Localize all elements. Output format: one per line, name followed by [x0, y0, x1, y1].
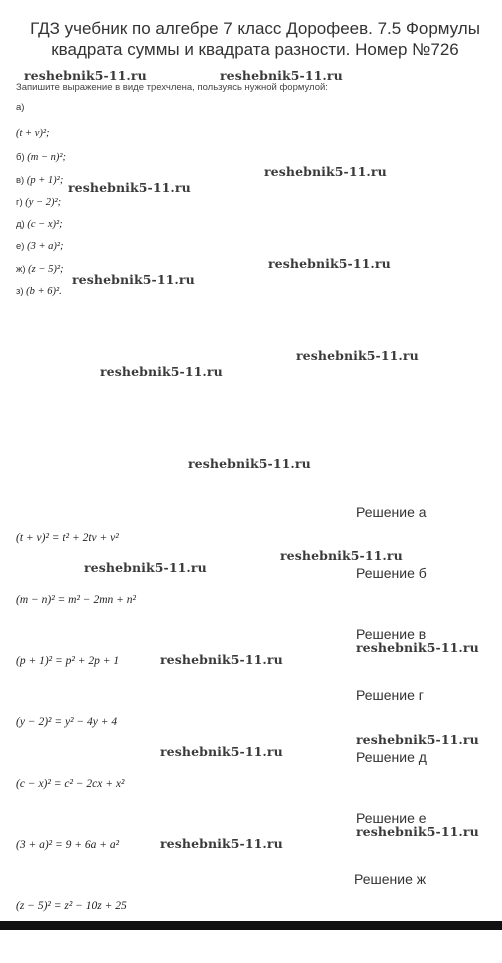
- page-title: ГДЗ учебник по алгебре 7 класс Дорофеев. 7.5 Формулы квадрата суммы и квадрата разности. Номер №726: [30, 19, 480, 59]
- watermark: reshebnik5-11.ru: [160, 836, 283, 851]
- watermark: reshebnik5-11.ru: [296, 348, 419, 363]
- solution-equation-e: (3 + a)² = 9 + 6a + a²: [16, 839, 120, 851]
- watermark: reshebnik5-11.ru: [160, 652, 283, 667]
- solution-equation-d: (c − x)² = c² − 2cx + x²: [16, 778, 125, 790]
- watermark: reshebnik5-11.ru: [100, 364, 223, 379]
- watermark: reshebnik5-11.ru: [356, 640, 479, 655]
- watermark: reshebnik5-11.ru: [356, 824, 479, 839]
- watermark: reshebnik5-11.ru: [188, 456, 311, 471]
- solution-heading-d: Решение д: [356, 749, 427, 765]
- task-item-v: в) (p + 1)²;: [16, 175, 64, 186]
- task-item-g: г) (y − 2)²;: [16, 197, 62, 208]
- watermark: reshebnik5-11.ru: [264, 164, 387, 179]
- task-item-e: е) (3 + a)²;: [16, 241, 64, 252]
- watermark: reshebnik5-11.ru: [220, 68, 343, 83]
- watermark: reshebnik5-11.ru: [72, 272, 195, 287]
- task-item-z: з) (b + 6)².: [16, 286, 62, 297]
- solution-heading-g: Решение г: [356, 687, 424, 703]
- solution-heading-zh: Решение ж: [354, 871, 427, 887]
- task-instruction: Запишите выражение в виде трехчлена, пользуясь нужной формулой:: [16, 82, 328, 93]
- solution-equation-v: (p + 1)² = p² + 2p + 1: [16, 655, 120, 667]
- watermark: reshebnik5-11.ru: [356, 732, 479, 747]
- task-item-a-label: а): [16, 102, 25, 113]
- task-item-zh: ж) (z − 5)²;: [16, 264, 64, 275]
- task-item-d: д) (c − x)²;: [16, 219, 63, 230]
- watermark: reshebnik5-11.ru: [84, 560, 207, 575]
- solution-heading-e: Решение е: [356, 810, 427, 826]
- footer-bar: [0, 921, 502, 930]
- watermark: reshebnik5-11.ru: [280, 548, 403, 563]
- solution-equation-b: (m − n)² = m² − 2mn + n²: [16, 594, 136, 606]
- watermark: reshebnik5-11.ru: [24, 68, 147, 83]
- solution-equation-zh: (z − 5)² = z² − 10z + 25: [16, 900, 127, 912]
- solution-heading-b: Решение б: [356, 565, 427, 581]
- solution-equation-g: (y − 2)² = y² − 4y + 4: [16, 716, 118, 728]
- task-item-b: б) (m − n)²;: [16, 152, 67, 163]
- task-item-a: (t + v)²;: [16, 128, 50, 139]
- watermark: reshebnik5-11.ru: [268, 256, 391, 271]
- solution-heading-a: Решение а: [356, 504, 427, 520]
- watermark: reshebnik5-11.ru: [68, 180, 191, 195]
- watermark: reshebnik5-11.ru: [160, 744, 283, 759]
- solution-equation-a: (t + v)² = t² + 2tv + v²: [16, 532, 119, 544]
- solution-heading-v: Решение в: [356, 626, 427, 642]
